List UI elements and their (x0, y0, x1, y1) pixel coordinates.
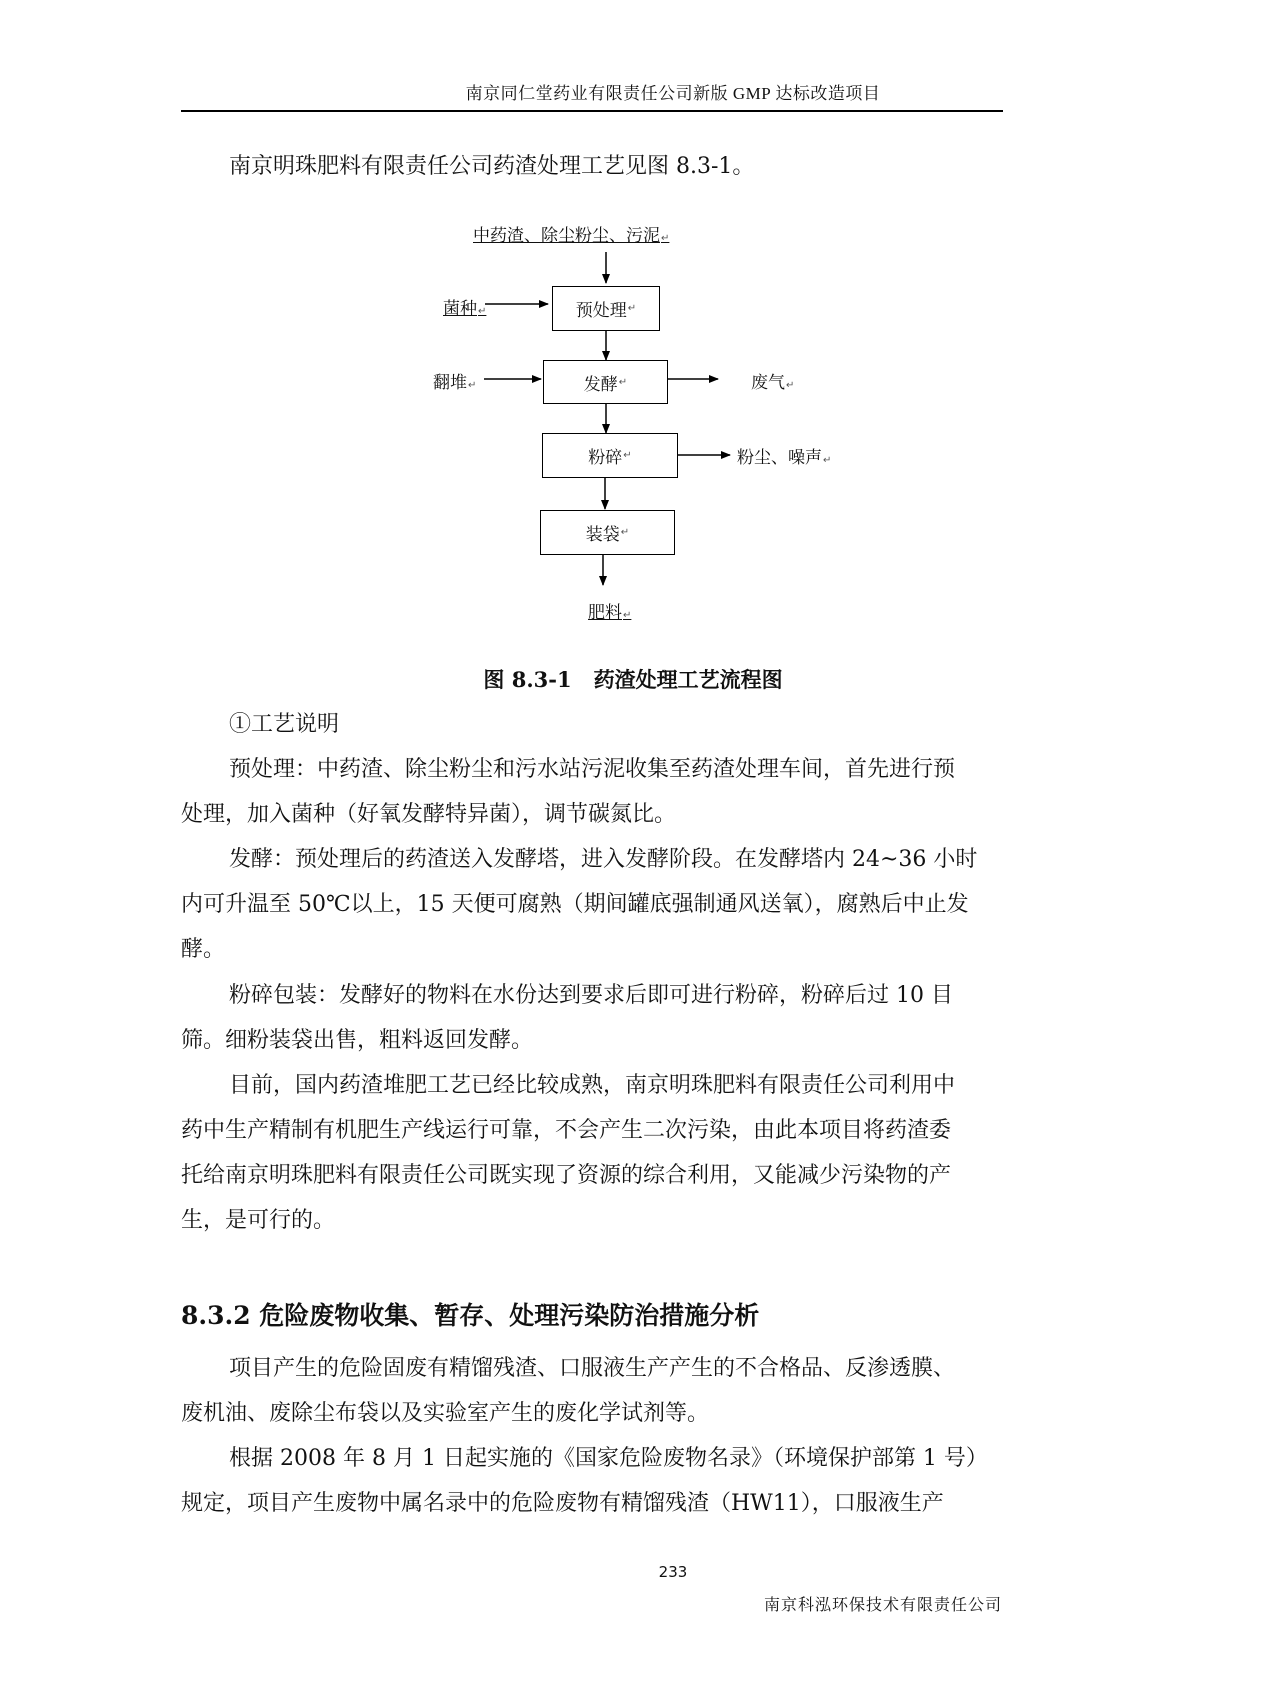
text-line: 内可升温至 50℃以上，15 天便可腐熟（期间罐底强制通风送氧），腐熟后中止发 (181, 892, 969, 917)
page-number: 233 (658, 1563, 688, 1581)
text-line: 筛。细粉装袋出售，粗料返回发酵。 (181, 1028, 534, 1053)
text-line: 生，是可行的。 (181, 1208, 336, 1233)
flow-product-fertilizer: 肥料↵ (588, 603, 632, 623)
flow-step-pretreatment: 预处理 ↵ (552, 286, 660, 331)
flow-input-turning: 翻堆↵ (433, 373, 477, 393)
paragraph-hazardous-waste-regulation (181, 1436, 1003, 1526)
flow-output-exhaust-gas: 废气↵ (751, 373, 795, 393)
text-line: 发酵：预处理后的药渣送入发酵塔，进入发酵阶段。在发酵塔内 24~36 小时 (229, 847, 978, 872)
flow-output-dust-noise: 粉尘、噪声↵ (737, 448, 832, 468)
text-line: 预处理：中药渣、除尘粉尘和污水站污泥收集至药渣处理车间，首先进行预 (229, 757, 956, 782)
flow-step-fermentation: 发酵 ↵ (543, 360, 668, 404)
text-line: 托给南京明珠肥料有限责任公司既实现了资源的综合利用，又能减少污染物的产 (181, 1163, 952, 1188)
figure-title: 药渣处理工艺流程图 (593, 667, 783, 692)
text-line: 处理，加入菌种（好氧发酵特异菌），调节碳氮比。 (181, 802, 677, 827)
flow-step-crushing: 粉碎 ↵ (542, 433, 678, 478)
text-line: 药中生产精制有机肥生产线运行可靠，不会产生二次污染，由此本项目将药渣委 (181, 1118, 952, 1143)
text-line: 粉碎包装：发酵好的物料在水份达到要求后即可进行粉碎，粉碎后过 10 目 (229, 983, 953, 1008)
intro-paragraph: 南京明珠肥料有限责任公司药渣处理工艺见图 8.3-1。 (229, 154, 755, 179)
figure-number: 图 8.3-1 (483, 667, 572, 692)
text-line: 根据 2008 年 8 月 1 日起实施的《国家危险废物名录》（环境保护部第 1 号） (229, 1446, 988, 1471)
flow-step-bagging: 装袋 ↵ (540, 510, 675, 555)
text-line: 项目产生的危险固废有精馏残渣、口服液生产产生的不合格品、反渗透膜、 (229, 1356, 956, 1381)
footer-organization: 南京科泓环保技术有限责任公司 (763, 1595, 1002, 1614)
paragraph-crushing-packaging (181, 973, 1003, 1063)
flow-source-label: 中药渣、除尘粉尘、污泥↵ (473, 226, 670, 246)
paragraph-hazardous-waste-types (181, 1346, 1003, 1436)
running-header-title: 南京同仁堂药业有限责任公司新版 GMP 达标改造项目 (465, 84, 881, 103)
paragraph-fermentation (181, 837, 1003, 972)
text-line: 目前，国内药渣堆肥工艺已经比较成熟，南京明珠肥料有限责任公司利用中 (229, 1073, 956, 1098)
section-heading-8-3-2: 8.3.2 危险废物收集、暂存、处理污染防治措施分析 (181, 1301, 760, 1330)
paragraph-feasibility (181, 1063, 1003, 1243)
text-line: 规定，项目产生废物中属名录中的危险废物有精馏残渣（HW11），口服液生产 (181, 1491, 944, 1516)
text-line: 废机油、废除尘布袋以及实验室产生的废化学试剂等。 (181, 1401, 710, 1426)
process-flowchart (0, 0, 1266, 640)
process-description-heading: ①工艺说明 (229, 712, 340, 737)
flow-input-inoculum: 菌种↵ (443, 299, 487, 319)
paragraph-pretreatment (181, 747, 1003, 837)
figure-caption (0, 664, 1266, 694)
text-line: 酵。 (181, 937, 226, 962)
